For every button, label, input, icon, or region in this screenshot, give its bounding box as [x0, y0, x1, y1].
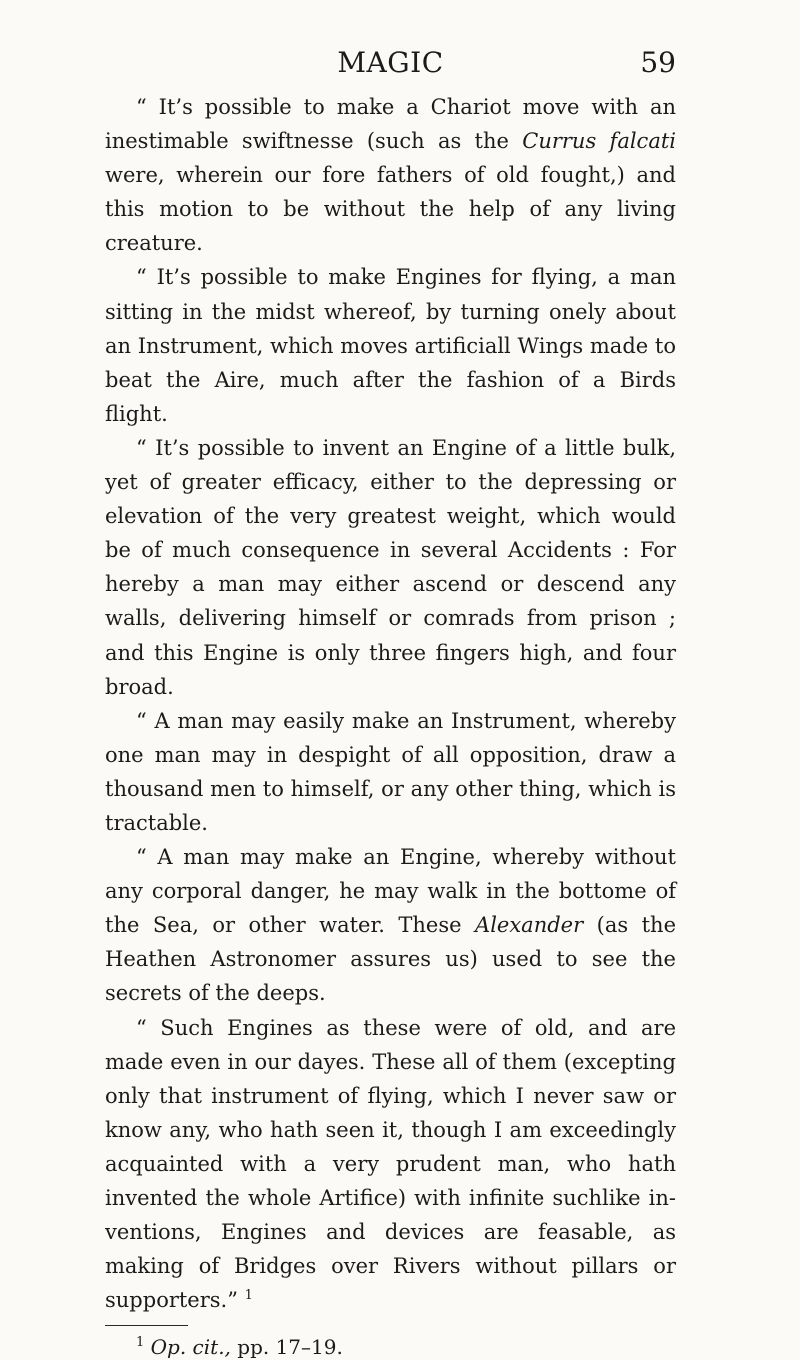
- footnote: [136, 1334, 676, 1360]
- paragraph-text: “ It’s possible to make a Chariot move with an inestimable swiftnesse (such as the: [105, 95, 676, 154]
- paragraph-drawing-instrument: “ A man may easily make an Instrument, whereby one man may in despight of all opposition, draw a thousand men to himself, or any other thing, which is tractable.: [105, 708, 676, 835]
- footnote-rule: [105, 1325, 188, 1326]
- paragraph-flying-engines: “ It’s possible to make Engines for flying, a man sitting in the midst whereof, by turning onely about an Instrument, which moves artificiall Wings made to beat the Aire, much after the fashion of a Birds flight.: [105, 265, 676, 426]
- paragraph-engines-of-old: [105, 1011, 676, 1318]
- running-title: MAGIC: [337, 46, 444, 79]
- italic-phrase: Alexander: [475, 913, 584, 938]
- paragraph-diving-engine: [105, 840, 676, 1010]
- paragraph-lifting-engine: “ It’s possible to invent an Engine of a little bulk, yet of greater efficacy, either to the depressing or elevation of the very greatest weight, which would be of much consequence in several Accidents : For hereby a man may either ascend or descend any walls, delivering himself or comrads from prison ; and this Engine is only three fingers high, and four broad.: [105, 435, 676, 699]
- paragraph-text: were, wherein our fore fathers of old fought,) and this motion to be without the help of any living creature.: [105, 163, 676, 256]
- paragraph-text-tail: “ Such Engines as these were of old, and are made even in our dayes. These all of them (excepting only that instrument of flying, which I never saw or know any, who hath seen it, though I am exceedingly acquainted with a very prudent man, who hath invented the whole Artifice) with infinite suchlike in-ventions, Engines and devices are feasable, as making of Bridges over Rivers without pillars or supporters.”: [105, 1015, 676, 1313]
- footnote-pages: pp. 17–19.: [230, 1335, 343, 1360]
- running-head: [105, 46, 676, 86]
- italic-phrase: Currus falcati: [522, 129, 676, 154]
- paragraph-text: “ A man may make an Engine, whereby without any corporal danger, he may walk in the bottome of the Sea, or other water. These: [105, 845, 676, 938]
- paragraph-chariot: [105, 90, 676, 260]
- footnote-reference[interactable]: 1: [244, 1288, 253, 1304]
- footnote-marker: 1: [136, 1335, 145, 1351]
- page-number: 59: [640, 46, 676, 79]
- body-text: [105, 90, 676, 1317]
- paragraph-text: (as the Heathen Astronomer assures us) used to see the secrets of the deeps.: [105, 913, 677, 1006]
- footnote-citation: Op. cit.,: [150, 1335, 231, 1360]
